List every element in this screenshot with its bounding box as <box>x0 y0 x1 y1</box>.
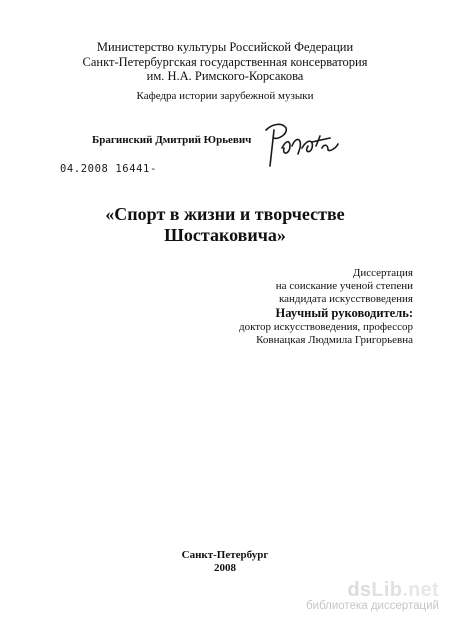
watermark-brand-net: .net <box>402 579 439 601</box>
signature-icon <box>252 118 362 170</box>
watermark-brand-lib: Lib <box>371 579 403 601</box>
archive-stamp: 04.2008 16441- <box>60 163 157 175</box>
supervisor-name: Ковнацкая Людмила Григорьевна <box>256 334 413 346</box>
place-and-year <box>0 549 450 575</box>
conservatory-name-line: им. Н.А. Римского-Корсакова <box>146 69 304 83</box>
title-line-2: Шостаковича» <box>164 225 286 245</box>
conservatory-line: Санкт-Петербургская государственная консерватория <box>82 54 368 69</box>
degree-line: на соискание ученой степени <box>275 280 413 292</box>
degree-field-line: кандидата искусствоведения <box>278 293 413 305</box>
watermark-logo <box>347 579 439 602</box>
institution-header <box>0 40 450 84</box>
city: Санкт-Петербург <box>181 549 269 561</box>
supervisor-title: доктор искусствоведения, профессор <box>239 321 413 333</box>
ministry-line: Министерство культуры Российской Федерации <box>96 40 354 54</box>
dissertation-label: Диссертация <box>352 267 413 279</box>
year: 2008 <box>214 562 236 574</box>
dissertation-title <box>0 204 450 246</box>
supervisor-heading: Научный руководитель: <box>275 306 413 320</box>
department-line: Кафедра истории зарубежной музыки <box>136 90 314 102</box>
watermark-caption: библиотека диссертаций <box>306 600 439 612</box>
watermark-brand-ds: ds <box>347 579 372 601</box>
title-line-1: «Спорт в жизни и творчестве <box>105 204 345 224</box>
author-name: Брагинский Дмитрий Юрьевич <box>92 134 252 146</box>
dissertation-info <box>239 267 413 347</box>
